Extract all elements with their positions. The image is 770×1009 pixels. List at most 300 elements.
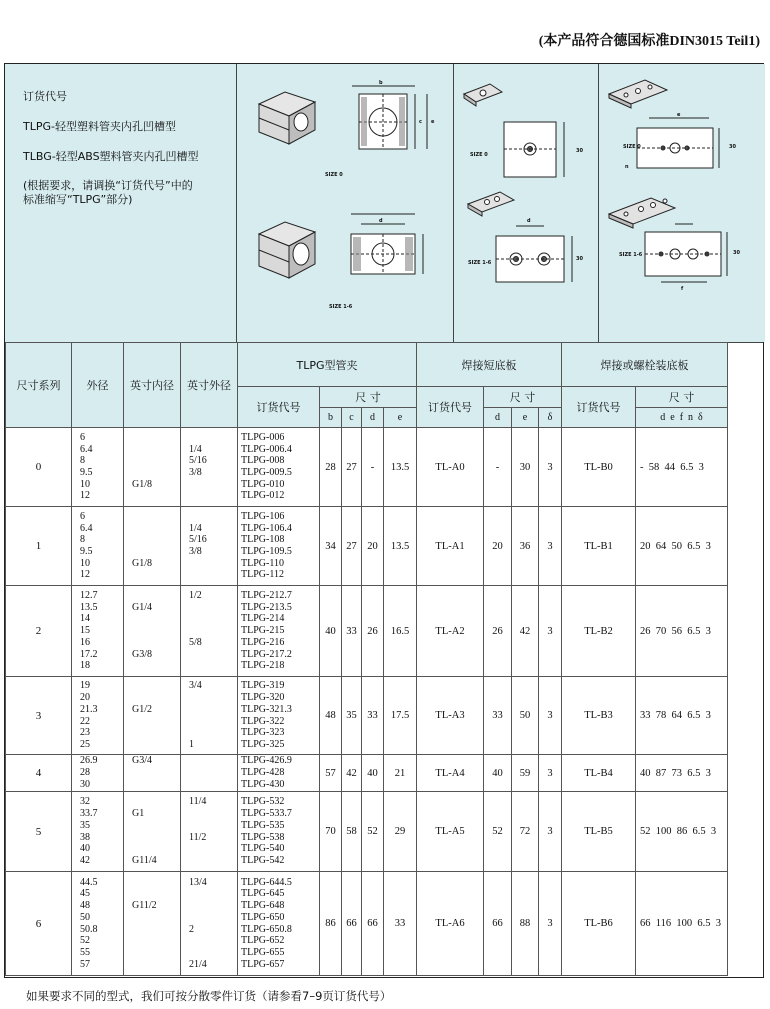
cell-order-codes-line: TLPG-009.5 [241, 467, 292, 478]
cell-od-line: 32 [80, 796, 90, 808]
cell-inch-od-line [189, 716, 237, 728]
cell-b: 86 [320, 872, 342, 976]
cell-inch-id-line [132, 432, 180, 444]
cell-inch-id-line [132, 546, 180, 558]
cell-inch-id-line: G11/2 [132, 900, 157, 912]
cell-inch-od-line: 1/2 [189, 590, 202, 602]
cell-order-codes-line: TLPG-217.2 [241, 648, 292, 660]
cell-order-codes-line: TLPG-212.7 [241, 590, 292, 602]
cell-b: 70 [320, 792, 342, 872]
spec-sheet [4, 63, 764, 978]
col-weld-delta: δ [539, 408, 562, 428]
cell-order-codes-line: TLPG-535 [241, 819, 285, 831]
cell-e: 13.5 [384, 507, 417, 586]
label-size0-bolt: SIZE 0 [623, 144, 641, 150]
cell-od-line: 25 [80, 738, 90, 750]
cell-inch-id-line [132, 569, 180, 581]
cell-inch-id-line [132, 660, 180, 672]
cell-inch-id-line [132, 534, 180, 546]
cell-inch-id-line: G1/8 [132, 557, 152, 569]
col-bolt-dims: d e f n δ [636, 408, 728, 428]
cell-d: 52 [362, 792, 384, 872]
cell-order-codes-line: TLPG-644.5 [241, 876, 292, 888]
cell-order-codes-line: TLPG-321.3 [241, 703, 292, 715]
label-size0-weld: SIZE 0 [470, 152, 488, 158]
cell-inch-id [124, 677, 181, 755]
header-bolt: 焊接或螺栓装底板 [562, 343, 728, 387]
cell-e: 33 [384, 872, 417, 976]
cell-c: 66 [342, 872, 362, 976]
cell-d: 66 [362, 872, 384, 976]
cell-order-codes-line: TLPG-652 [241, 935, 285, 947]
cell-order-codes-line: TLPG-540 [241, 843, 285, 855]
cell-order-codes-line: TLPG-325 [241, 738, 285, 750]
cell-weld-delta: 3 [539, 755, 562, 792]
cell-order-codes-line: TLPG-533.7 [241, 808, 292, 820]
cell-od-line: 22 [80, 715, 90, 727]
cell-od-line: 55 [80, 946, 90, 958]
cell-inch-od-line: 21/4 [189, 958, 207, 970]
cell-od [72, 755, 124, 792]
cell-od-line: 40 [80, 843, 90, 855]
cell-inch-od-line [189, 569, 237, 581]
cell-bolt-dims: 26 70 56 6.5 3 [636, 586, 728, 677]
cell-od-line: 6.4 [80, 522, 93, 534]
cell-e: 21 [384, 755, 417, 792]
cell-od-line: 8 [80, 534, 85, 546]
cell-order-codes-line: TLPG-430 [241, 778, 285, 790]
clamp-drawing [237, 64, 454, 342]
cell-inch-od-line: 13/4 [189, 876, 207, 888]
cell-inch-id [124, 872, 181, 976]
cell-inch-od-line [189, 479, 237, 491]
cell-inch-od-line [189, 855, 237, 867]
cell-od [72, 792, 124, 872]
cell-inch-od-line: 3/4 [189, 680, 202, 692]
cell-inch-id-line [132, 796, 180, 808]
cell-order-codes [238, 586, 320, 677]
cell-b: 28 [320, 428, 342, 507]
cell-c: 27 [342, 507, 362, 586]
header-clamp-dims: 尺 寸 [320, 387, 417, 408]
cell-inch-id-line [132, 444, 180, 456]
cell-weld-code: TL-A6 [417, 872, 484, 976]
cell-order-codes-line: TLPG-106 [241, 510, 285, 522]
cell-od [72, 677, 124, 755]
label-30-weld-0: 30 [576, 148, 583, 154]
cell-od-line: 6.4 [80, 443, 93, 455]
header-weld: 焊接短底板 [417, 343, 562, 387]
cell-inch-od-line [189, 843, 237, 855]
label-size16-weld: SIZE 1-6 [468, 260, 492, 266]
cell-inch-id-line [132, 692, 180, 704]
cell-order-codes-line: TLPG-650.8 [241, 923, 292, 935]
cell-order-codes-line: TLPG-218 [241, 660, 285, 672]
cell-inch-od-line: 5/8 [189, 636, 202, 648]
col-d: d [362, 408, 384, 428]
cell-order-codes [238, 792, 320, 872]
cell-inch-od-line [189, 704, 237, 716]
intro-heading: 订货代号 [23, 90, 67, 103]
cell-inch-od-line: 5/16 [189, 534, 207, 546]
cell-inch-id-line: G1/8 [132, 478, 152, 490]
label-dim-d-clamp: d [379, 218, 383, 224]
cell-inch-id [124, 755, 181, 792]
cell-od-line: 44.5 [80, 876, 98, 888]
cell-inch-od-line [189, 727, 237, 739]
cell-e: 13.5 [384, 428, 417, 507]
cell-inch-od [181, 428, 238, 507]
cell-order-codes-line: TLPG-006.4 [241, 443, 292, 455]
spec-table [5, 342, 728, 976]
cell-od-line: 8 [80, 455, 85, 467]
cell-inch-od-line [189, 602, 237, 614]
cell-weld-e: 30 [512, 428, 539, 507]
header-clamp-order-code: 订货代号 [238, 387, 320, 428]
cell-inch-id-line [132, 820, 180, 832]
cell-weld-delta: 3 [539, 792, 562, 872]
cell-inch-od-line [189, 820, 237, 832]
cell-inch-od-line [189, 558, 237, 570]
cell-order-codes-line: TLPG-215 [241, 625, 285, 637]
cell-od-line: 42 [80, 854, 90, 866]
table-row [6, 507, 728, 586]
cell-inch-id-line [132, 727, 180, 739]
cell-c: 58 [342, 792, 362, 872]
cell-bolt-code: TL-B1 [562, 507, 636, 586]
cell-inch-od-line [189, 779, 237, 791]
cell-size-series: 3 [6, 677, 72, 755]
table-row [6, 586, 728, 677]
cell-od-line: 6 [80, 510, 85, 522]
bolt-plate-drawing [599, 64, 765, 342]
cell-inch-od-line [189, 649, 237, 661]
cell-od [72, 872, 124, 976]
label-dim-e-bolt: e [677, 112, 681, 118]
cell-inch-id-line [132, 467, 180, 479]
cell-bolt-dims: 66 116 100 6.5 3 [636, 872, 728, 976]
cell-inch-id-line [132, 947, 180, 959]
cell-bolt-code: TL-B6 [562, 872, 636, 976]
intro-line-tlpg: TLPG-轻型塑料管夹内孔凹槽型 [23, 119, 176, 133]
cell-od-line: 45 [80, 888, 90, 900]
cell-d: 33 [362, 677, 384, 755]
label-30-bolt-16: 30 [733, 250, 740, 256]
cell-bolt-dims: 52 100 86 6.5 3 [636, 792, 728, 872]
label-dim-f-bolt: f [681, 286, 684, 292]
table-row [6, 755, 728, 792]
label-dim-n-bolt: n [625, 164, 629, 170]
cell-weld-e: 42 [512, 586, 539, 677]
intro-line-tlbg: TLBG-轻型ABS塑料管夹内孔凹槽型 [23, 149, 199, 163]
cell-bolt-dims: 40 87 73 6.5 3 [636, 755, 728, 792]
cell-order-codes-line: TLPG-645 [241, 888, 285, 900]
cell-b: 57 [320, 755, 342, 792]
cell-e: 29 [384, 792, 417, 872]
cell-weld-e: 36 [512, 507, 539, 586]
cell-order-codes-line: TLPG-008 [241, 455, 285, 467]
header-inch-id: 英寸内径 [124, 343, 181, 428]
label-30-weld-16: 30 [576, 256, 583, 262]
cell-weld-code: TL-A4 [417, 755, 484, 792]
cell-od-line: 38 [80, 831, 90, 843]
col-c: c [342, 408, 362, 428]
cell-order-codes-line: TLPG-650 [241, 911, 285, 923]
cell-order-codes [238, 755, 320, 792]
cell-b: 34 [320, 507, 342, 586]
table-row [6, 677, 728, 755]
cell-od-line: 21.3 [80, 703, 98, 715]
cell-inch-od-line [189, 947, 237, 959]
cell-od-line: 18 [80, 660, 90, 672]
cell-od-line: 19 [80, 680, 90, 692]
table-row [6, 872, 728, 976]
cell-inch-od-line: 5/16 [189, 455, 207, 467]
cell-inch-od-line [189, 912, 237, 924]
cell-weld-d: 20 [484, 507, 512, 586]
cell-size-series: 4 [6, 755, 72, 792]
cell-order-codes-line: TLPG-426.9 [241, 755, 292, 767]
cell-d: 40 [362, 755, 384, 792]
cell-od-line: 15 [80, 625, 90, 637]
intro-note-2: 标准缩写“TLPG”部分) [23, 193, 133, 206]
cell-order-codes-line: TLPG-320 [241, 692, 285, 704]
cell-inch-od-line: 3/8 [189, 546, 202, 557]
label-dim-b-clamp: b [379, 80, 383, 86]
cell-order-codes-line: TLPG-213.5 [241, 601, 292, 613]
cell-size-series: 5 [6, 792, 72, 872]
cell-b: 40 [320, 586, 342, 677]
cell-od-line: 50.8 [80, 923, 98, 935]
cell-inch-id-line [132, 832, 180, 844]
intro-note-1: (根据要求，请调换“订货代号”中的 [23, 179, 193, 193]
cell-inch-id-line [132, 490, 180, 502]
cell-order-codes-line: TLPG-319 [241, 680, 285, 692]
cell-weld-d: 40 [484, 755, 512, 792]
cell-order-codes-line: TLPG-110 [241, 557, 284, 569]
table-row [6, 428, 728, 507]
cell-inch-id-line [132, 739, 180, 751]
cell-inch-id-line [132, 455, 180, 467]
cell-inch-od-line: 1/4 [189, 443, 202, 455]
cell-od [72, 586, 124, 677]
cell-size-series: 0 [6, 428, 72, 507]
cell-inch-od [181, 872, 238, 976]
cell-weld-delta: 3 [539, 428, 562, 507]
bolt-plate-svg [599, 64, 765, 342]
header-size-series: 尺寸系列 [6, 343, 72, 428]
cell-inch-od-line [189, 625, 237, 637]
cell-order-codes-line: TLPG-655 [241, 946, 285, 958]
cell-od-line: 12 [80, 490, 90, 502]
cell-inch-od-line [189, 808, 237, 820]
cell-inch-od [181, 677, 238, 755]
col-weld-d: d [484, 408, 512, 428]
cell-od-line: 9.5 [80, 546, 93, 557]
cell-inch-id [124, 586, 181, 677]
cell-od-line: 14 [80, 613, 90, 625]
col-weld-e: e [512, 408, 539, 428]
cell-weld-code: TL-A5 [417, 792, 484, 872]
header-weld-order-code: 订货代号 [417, 387, 484, 428]
cell-order-codes-line: TLPG-532 [241, 796, 285, 808]
cell-inch-id-line [132, 625, 180, 637]
cell-inch-id-line: G1 [132, 808, 145, 820]
cell-weld-e: 50 [512, 677, 539, 755]
label-dim-e-clamp: e [431, 119, 435, 125]
cell-b: 48 [320, 677, 342, 755]
cell-order-codes-line: TLPG-010 [241, 478, 285, 490]
cell-weld-code: TL-A0 [417, 428, 484, 507]
standard-note: (本产品符合德国标准DIN3015 Teil1) [538, 34, 760, 49]
cell-od-line: 26.9 [80, 755, 98, 767]
cell-inch-id-line [132, 924, 180, 936]
cell-od-line: 23 [80, 727, 90, 739]
cell-od [72, 507, 124, 586]
cell-od-line: 20 [80, 692, 90, 704]
cell-size-series: 1 [6, 507, 72, 586]
label-dim-d-weld: d [527, 218, 531, 224]
cell-weld-code: TL-A1 [417, 507, 484, 586]
cell-weld-code: TL-A3 [417, 677, 484, 755]
cell-inch-id-line: G1/2 [132, 703, 152, 715]
cell-inch-od-line [189, 935, 237, 947]
order-code-intro [5, 64, 237, 342]
clamp-drawing-svg [237, 64, 454, 342]
cell-weld-delta: 3 [539, 677, 562, 755]
cell-inch-id [124, 507, 181, 586]
cell-order-codes [238, 507, 320, 586]
cell-inch-od-line: 11/2 [189, 831, 207, 843]
cell-inch-id-line [132, 590, 180, 602]
cell-inch-id [124, 428, 181, 507]
cell-inch-od-line [189, 660, 237, 672]
label-dim-c-clamp: c [419, 119, 422, 125]
cell-inch-od-line [189, 432, 237, 444]
header-bolt-order-code: 订货代号 [562, 387, 636, 428]
header-bolt-dims: 尺 寸 [636, 387, 728, 408]
cell-inch-od-line [189, 755, 237, 767]
cell-inch-od-line: 1 [189, 738, 194, 750]
cell-inch-id-line [132, 779, 180, 791]
label-size16-bolt: SIZE 1-6 [619, 252, 643, 258]
cell-inch-od-line [189, 613, 237, 625]
cell-inch-id-line [132, 511, 180, 523]
table-row [6, 792, 728, 872]
cell-bolt-code: TL-B2 [562, 586, 636, 677]
cell-c: 42 [342, 755, 362, 792]
cell-order-codes-line: TLPG-106.4 [241, 522, 292, 534]
cell-bolt-dims: 33 78 64 6.5 3 [636, 677, 728, 755]
cell-size-series: 6 [6, 872, 72, 976]
cell-od-line: 30 [80, 778, 90, 790]
cell-inch-id-line [132, 912, 180, 924]
cell-inch-id-line [132, 637, 180, 649]
cell-order-codes [238, 872, 320, 976]
header-clamp: TLPG型管夹 [238, 343, 417, 387]
cell-od-line: 10 [80, 557, 90, 569]
cell-bolt-dims: - 58 44 6.5 3 [636, 428, 728, 507]
cell-order-codes-line: TLPG-006 [241, 431, 285, 443]
cell-inch-od [181, 792, 238, 872]
cell-c: 27 [342, 428, 362, 507]
cell-inch-od [181, 586, 238, 677]
cell-d: 26 [362, 586, 384, 677]
cell-od-line: 35 [80, 819, 90, 831]
cell-order-codes-line: TLPG-322 [241, 715, 285, 727]
cell-order-codes-line: TLPG-214 [241, 613, 285, 625]
cell-inch-id-line: G1/4 [132, 601, 152, 613]
cell-weld-e: 72 [512, 792, 539, 872]
cell-weld-e: 88 [512, 872, 539, 976]
cell-od-line: 12 [80, 569, 90, 581]
cell-weld-d: 33 [484, 677, 512, 755]
cell-inch-od-line [189, 767, 237, 779]
cell-inch-id-line: G3/4 [132, 755, 152, 767]
cell-od-line: 13.5 [80, 601, 98, 613]
cell-c: 35 [342, 677, 362, 755]
cell-inch-id-line: G11/4 [132, 854, 157, 866]
cell-order-codes-line: TLPG-657 [241, 958, 285, 970]
cell-od-line: 50 [80, 911, 90, 923]
cell-od-line: 57 [80, 958, 90, 970]
cell-inch-od-line [189, 490, 237, 502]
cell-order-codes-line: TLPG-542 [241, 854, 285, 866]
label-30-bolt-0: 30 [729, 144, 736, 150]
cell-e: 17.5 [384, 677, 417, 755]
header-inch-od: 英寸外径 [181, 343, 238, 428]
cell-inch-id-line [132, 767, 180, 779]
cell-od-line: 17.2 [80, 648, 98, 660]
cell-d: - [362, 428, 384, 507]
cell-od-line: 16 [80, 636, 90, 648]
cell-inch-od-line: 3/8 [189, 467, 202, 478]
cell-inch-od-line [189, 900, 237, 912]
cell-order-codes [238, 677, 320, 755]
cell-order-codes-line: TLPG-109.5 [241, 546, 292, 557]
drawings-row [5, 64, 763, 343]
cell-inch-id-line [132, 935, 180, 947]
cell-od-line: 12.7 [80, 590, 98, 602]
cell-order-codes-line: TLPG-012 [241, 490, 285, 502]
cell-bolt-code: TL-B5 [562, 792, 636, 872]
cell-order-codes-line: TLPG-428 [241, 767, 285, 779]
cell-bolt-code: TL-B0 [562, 428, 636, 507]
header-weld-dims: 尺 寸 [484, 387, 562, 408]
cell-inch-od-line: 1/4 [189, 522, 202, 534]
cell-inch-od-line [189, 511, 237, 523]
cell-od-line: 33.7 [80, 808, 98, 820]
cell-bolt-dims: 20 64 50 6.5 3 [636, 507, 728, 586]
cell-order-codes-line: TLPG-108 [241, 534, 285, 546]
cell-weld-d: 26 [484, 586, 512, 677]
cell-inch-id-line [132, 959, 180, 971]
cell-weld-delta: 3 [539, 586, 562, 677]
weld-plate-drawing [454, 64, 599, 342]
cell-weld-d: - [484, 428, 512, 507]
cell-inch-od [181, 507, 238, 586]
cell-weld-delta: 3 [539, 872, 562, 976]
cell-order-codes-line: TLPG-216 [241, 636, 285, 648]
cell-c: 33 [342, 586, 362, 677]
cell-inch-od-line [189, 888, 237, 900]
cell-weld-code: TL-A2 [417, 586, 484, 677]
cell-od-line: 48 [80, 900, 90, 912]
cell-d: 20 [362, 507, 384, 586]
cell-od [72, 428, 124, 507]
header-od: 外径 [72, 343, 124, 428]
cell-od-line: 6 [80, 431, 85, 443]
